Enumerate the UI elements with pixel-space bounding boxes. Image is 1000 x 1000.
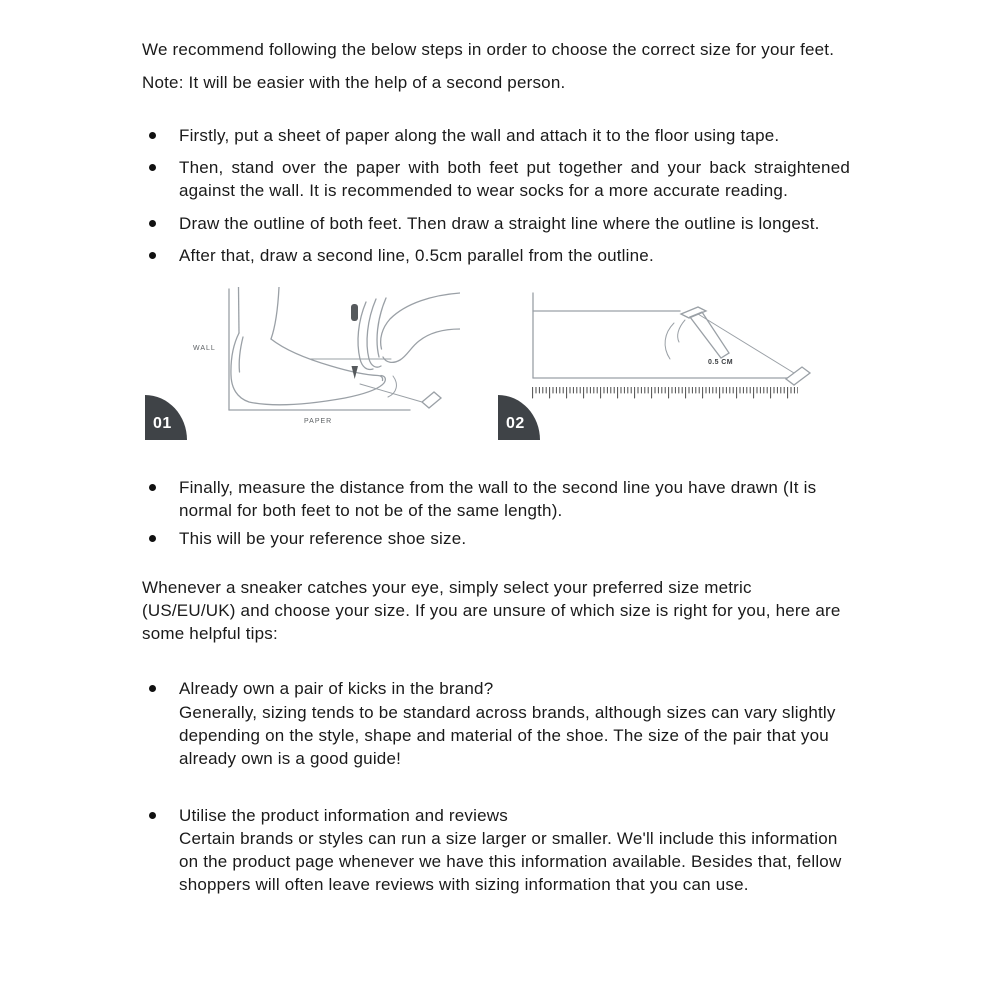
list-item	[142, 212, 850, 235]
step-text: Then, stand over the paper with both feet put together and your back straightened against the wall. It is recommended to wear socks for a more accurate reading.	[179, 158, 850, 201]
tips-intro-paragraph: Whenever a sneaker catches your eye, simply select your preferred size metric (US/EU/UK) and choose your size. If you are unsure of which size is right for you, here are some helpful tips:	[142, 578, 841, 644]
step-text: Draw the outline of both feet. Then draw a straight line where the outline is longest.	[179, 213, 820, 233]
measuring-steps-list	[142, 124, 850, 267]
sizing-tips-list	[142, 677, 850, 896]
motion-curve	[665, 323, 674, 359]
leg-back-line	[239, 287, 240, 333]
list-item	[142, 156, 850, 202]
hand-bottom-contour	[383, 329, 460, 362]
list-item	[142, 804, 850, 896]
foot-sole-outline	[231, 333, 385, 405]
pencil-body	[690, 312, 729, 358]
intro-paragraph: We recommend following the below steps in order to choose the correct size for your feet.	[142, 40, 835, 59]
foot-top-outline	[271, 339, 383, 381]
bullet-icon	[149, 132, 156, 139]
figure-ruler-measure	[498, 287, 830, 445]
step-text: Firstly, put a sheet of paper along the wall and attach it to the floor using tape.	[179, 126, 780, 146]
motion-curve	[678, 320, 685, 342]
bullet-icon	[149, 164, 156, 171]
ankle-line	[239, 337, 243, 372]
bullet-icon	[149, 252, 156, 259]
step-text: After that, draw a second line, 0.5cm parallel from the outline.	[179, 245, 654, 265]
pencil-icon	[351, 304, 358, 321]
list-item	[142, 677, 850, 769]
ruler-icon	[532, 387, 798, 399]
gap-measurement-label: 0.5 CM	[708, 358, 733, 366]
bullet-icon	[149, 812, 156, 819]
list-item	[142, 527, 850, 550]
paper-label: PAPER	[304, 417, 333, 425]
wall-label: WALL	[193, 344, 216, 352]
bullet-icon	[149, 484, 156, 491]
list-item	[142, 244, 850, 267]
bullet-icon	[149, 685, 156, 692]
tip-text	[179, 804, 850, 896]
ruler-measure-illustration	[498, 287, 830, 445]
badge-number: 02	[506, 415, 525, 433]
result-text: Finally, measure the distance from the wall to the second line you have drawn (It is normal for both feet to not be of the same length).	[179, 477, 817, 520]
leg-front-line	[271, 287, 279, 339]
tip-title: Already own a pair of kicks in the brand?	[179, 679, 494, 699]
tip-body: Certain brands or styles can run a size larger or smaller. We'll include this information on the product page whenever we have this information available. Besides that, fellow shoppers will often leave reviews with sizing information that you can use.	[179, 828, 842, 895]
bullet-icon	[149, 220, 156, 227]
tip-text	[179, 677, 850, 769]
arrow-head	[422, 392, 441, 408]
figure-foot-tracing	[145, 287, 460, 445]
measuring-results-list	[142, 476, 850, 550]
foot-tracing-illustration	[145, 287, 460, 445]
tip-title: Utilise the product information and reviews	[179, 805, 508, 825]
note-paragraph: Note: It will be easier with the help of a second person.	[142, 73, 566, 93]
arrow-line	[360, 384, 422, 402]
list-item	[142, 476, 850, 522]
tip-body: Generally, sizing tends to be standard across brands, although sizes can vary slightly depending on the style, shape and material of the shoe. The size of the pair that you already own is a good guide!	[179, 702, 836, 768]
badge-number: 01	[153, 415, 172, 433]
result-text: This will be your reference shoe size.	[179, 528, 467, 548]
list-item	[142, 124, 850, 147]
bullet-icon	[149, 535, 156, 542]
arrow-head	[786, 367, 810, 385]
figures-row	[142, 287, 850, 445]
